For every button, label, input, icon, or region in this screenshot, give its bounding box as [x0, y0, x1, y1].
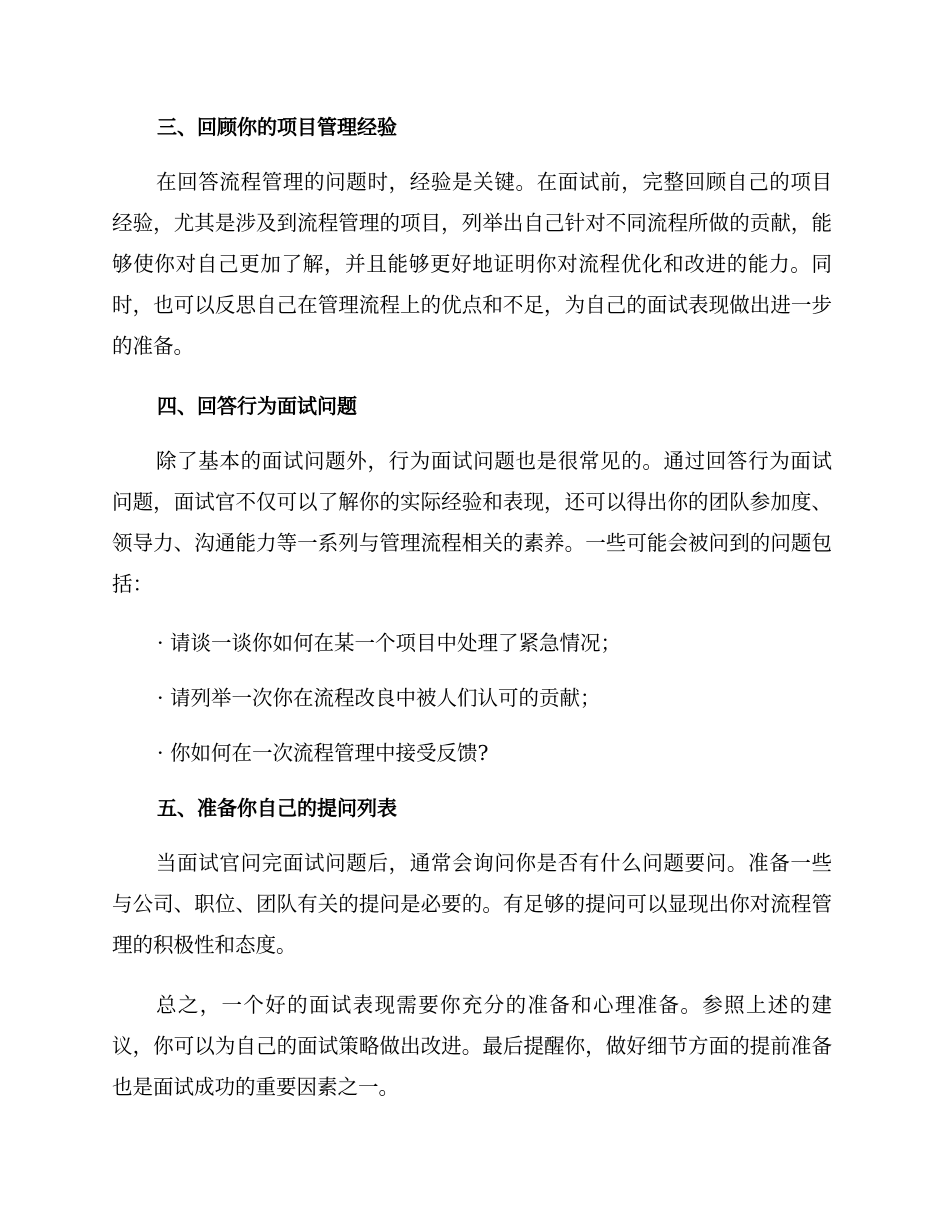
- bullet-item-2: · 请列举一次你在流程改良中被人们认可的贡献；: [157, 686, 601, 710]
- bullet-item-3: · 你如何在一次流程管理中接受反馈?: [157, 741, 489, 765]
- section-heading-4: 四、回答行为面试问题: [157, 394, 357, 418]
- section-3-paragraph: 在回答流程管理的问题时，经验是关键。在面试前，完整回顾自己的项目经验，尤其是涉及到流程管理的项目，列举出自己针对不同流程所做的贡献，能够使你对自己更加了解，并且能够更好地证明你对流程优化和改进的能力。同时，也可以反思自己在管理流程上的优点和不足，为自己的面试表现做出进一步的准备。: [112, 170, 832, 358]
- section-5-paragraph: 当面试官问完面试问题后，通常会询问你是否有什么问题要问。准备一些与公司、职位、团队有关的提问是必要的。有足够的提问可以显现出你对流程管理的积极性和态度。: [112, 851, 832, 957]
- bullet-item-1: · 请谈一谈你如何在某一个项目中处理了紧急情况；: [157, 631, 622, 655]
- conclusion-paragraph: 总之，一个好的面试表现需要你充分的准备和心理准备。参照上述的建议，你可以为自己的面试策略做出改进。最后提醒你，做好细节方面的提前准备也是面试成功的重要因素之一。: [112, 993, 832, 1099]
- section-heading-3: 三、回顾你的项目管理经验: [157, 115, 397, 139]
- section-4-paragraph: 除了基本的面试问题外，行为面试问题也是很常见的。通过回答行为面试问题，面试官不仅可以了解你的实际经验和表现，还可以得出你的团队参加度、领导力、沟通能力等一系列与管理流程相关的素养。一些可能会被问到的问题包括：: [112, 449, 832, 596]
- section-heading-5: 五、准备你自己的提问列表: [157, 796, 397, 820]
